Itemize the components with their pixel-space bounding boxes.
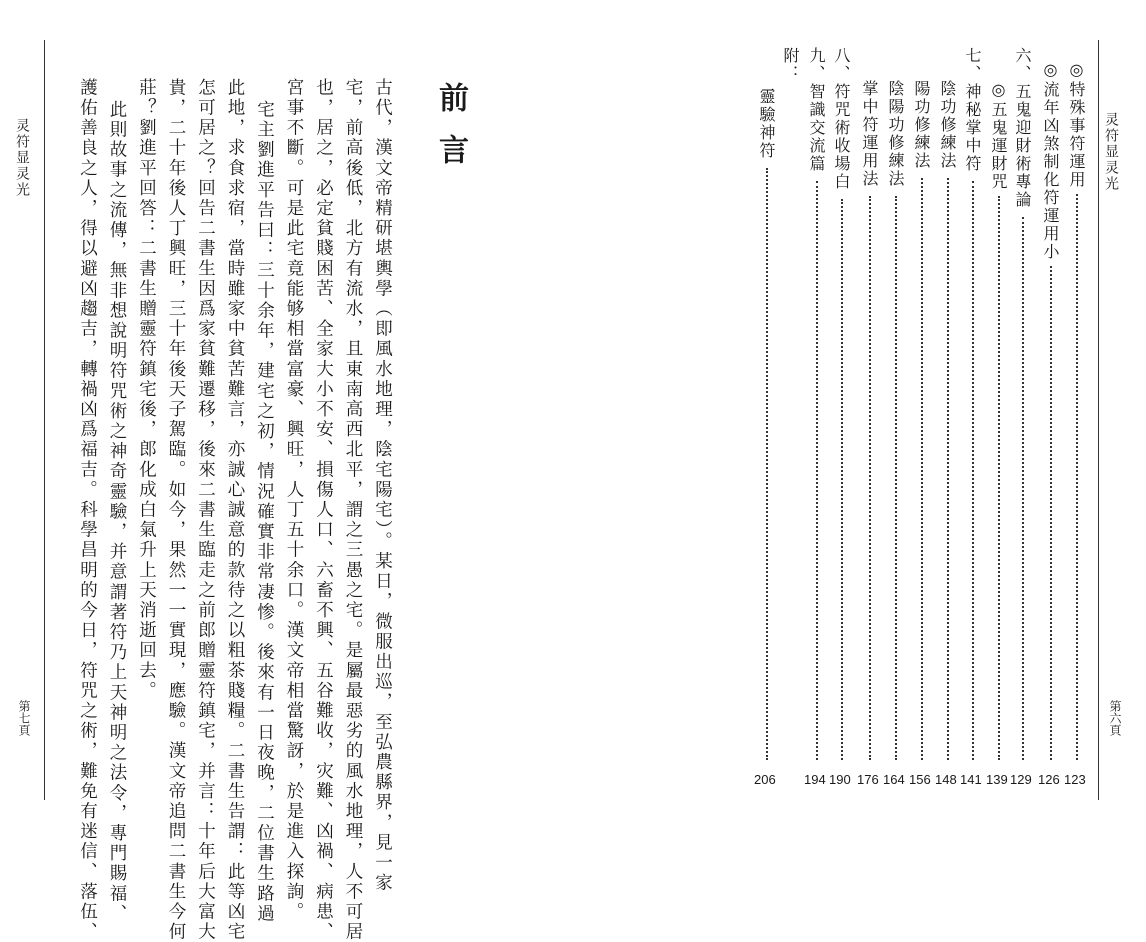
preface-column: 此地，求食求宿，當時雖家中貧苦難言，亦誠心誠意的款待之以粗茶賤糧。二書生告謂：此等凶宅: [225, 78, 245, 942]
toc-entry-label: 六、五鬼迎財術專論: [1013, 47, 1032, 209]
preface-column: 古代，漢文帝精研堪輿學（即風水地理，陰宅陽宅）。某日，微服出巡，至弘農縣界，見一家: [372, 78, 393, 894]
toc-entry-label: 陽功修練法: [912, 80, 931, 170]
right-page-header: 灵符显灵光: [1103, 112, 1119, 192]
toc-page-number: 148: [935, 772, 957, 787]
toc-leader-dots: [947, 178, 949, 760]
preface-column: 宅主劉進平告曰：三十余年，建宅之初，情況確實非常凄惨。後來有一日夜晚，二位書生路過: [254, 100, 275, 925]
toc-leader-dots: [895, 196, 897, 760]
toc-entry-label: 靈驗神符: [757, 88, 776, 160]
toc-entry-label: ◎特殊事符運用: [1067, 60, 1086, 189]
toc-page-number: 123: [1064, 772, 1086, 787]
toc-page-number: 190: [829, 772, 851, 787]
preface-column: 也，居之，必定貧賤困苦、全家大小不安、損傷人口、六畜不興、五谷難收，灾難、凶禍、病患、: [313, 78, 334, 942]
page-title: 前言: [433, 82, 468, 186]
right-page-border: [1098, 40, 1099, 800]
toc-page-number: 206: [754, 772, 776, 787]
toc-leader-dots: [921, 178, 923, 760]
toc-leader-dots: [816, 181, 818, 760]
preface-column: 貴，二十年後人丁興旺，三十年後天子駕臨。如今，果然一一實現，應驗。漢文帝追問二書生今何: [166, 78, 186, 942]
preface-column: 宅，前高後低，北方有流水，且東南高西北平，謂之三愚之宅。是屬最惡劣的風水地理，人不可居: [343, 78, 363, 942]
toc-entry-label: 附：: [781, 47, 800, 83]
toc-page-number: 194: [804, 772, 826, 787]
left-page-border: [44, 40, 45, 800]
toc-entry-label: ◎五鬼運財咒: [989, 80, 1008, 191]
toc-entry-label: 八、符咒術收場白: [832, 47, 851, 191]
toc-page-number: 164: [883, 772, 905, 787]
toc-entry-label: 陰功修練法: [938, 80, 957, 170]
preface-column: 宮事不斷。可是此宅竟能够相當富豪、興旺，人丁五十余口。漢文帝相當驚訝，於是進入探詢。: [284, 78, 304, 923]
toc-entry-label: 陰陽功修練法: [886, 80, 905, 188]
toc-leader-dots: [972, 181, 974, 760]
left-page-header: 灵符显灵光: [14, 118, 30, 198]
preface-column: 莊？劉進平回答：二書生贈靈符鎮宅後，郎化成白氣升上天消逝回去。: [136, 78, 157, 702]
toc-leader-dots: [1076, 194, 1078, 760]
toc-page-number: 129: [1010, 772, 1032, 787]
toc-entry-label: 九、智識交流篇: [807, 47, 826, 173]
preface-column: 此則故事之流傳，無非想說明符咒術之神奇靈驗，并意謂著符乃上天神明之法令，專門賜福、: [107, 100, 127, 925]
toc-leader-dots: [1050, 266, 1052, 760]
toc-page-number: 141: [960, 772, 982, 787]
toc-leader-dots: [869, 196, 871, 760]
toc-page-number: 156: [909, 772, 931, 787]
toc-page-number: 126: [1038, 772, 1060, 787]
toc-entry-label: 掌中符運用法: [860, 80, 879, 188]
toc-leader-dots: [998, 196, 1000, 760]
right-page-number: 第六頁: [1108, 700, 1122, 736]
toc-entry-label: ◎流年凶煞制化符運用小: [1041, 60, 1060, 261]
toc-page-number: 176: [857, 772, 879, 787]
toc-page-number: 139: [986, 772, 1008, 787]
preface-column: 護佑善良之人，得以避凶趨吉，轉禍凶爲福吉。科學昌明的今日，符咒之術，難免有迷信、落伍、: [77, 78, 98, 942]
toc-leader-dots: [766, 168, 768, 760]
toc-entry-label: 七、神秘掌中符: [963, 47, 982, 173]
toc-leader-dots: [1022, 217, 1024, 760]
left-page-number: 第七頁: [17, 700, 31, 736]
preface-column: 怎可居之？回告二書生因爲家貧難遷移，後來二書生臨走之前郎贈靈符鎮宅，并言：十年后大富大: [195, 78, 216, 942]
toc-leader-dots: [841, 199, 843, 760]
